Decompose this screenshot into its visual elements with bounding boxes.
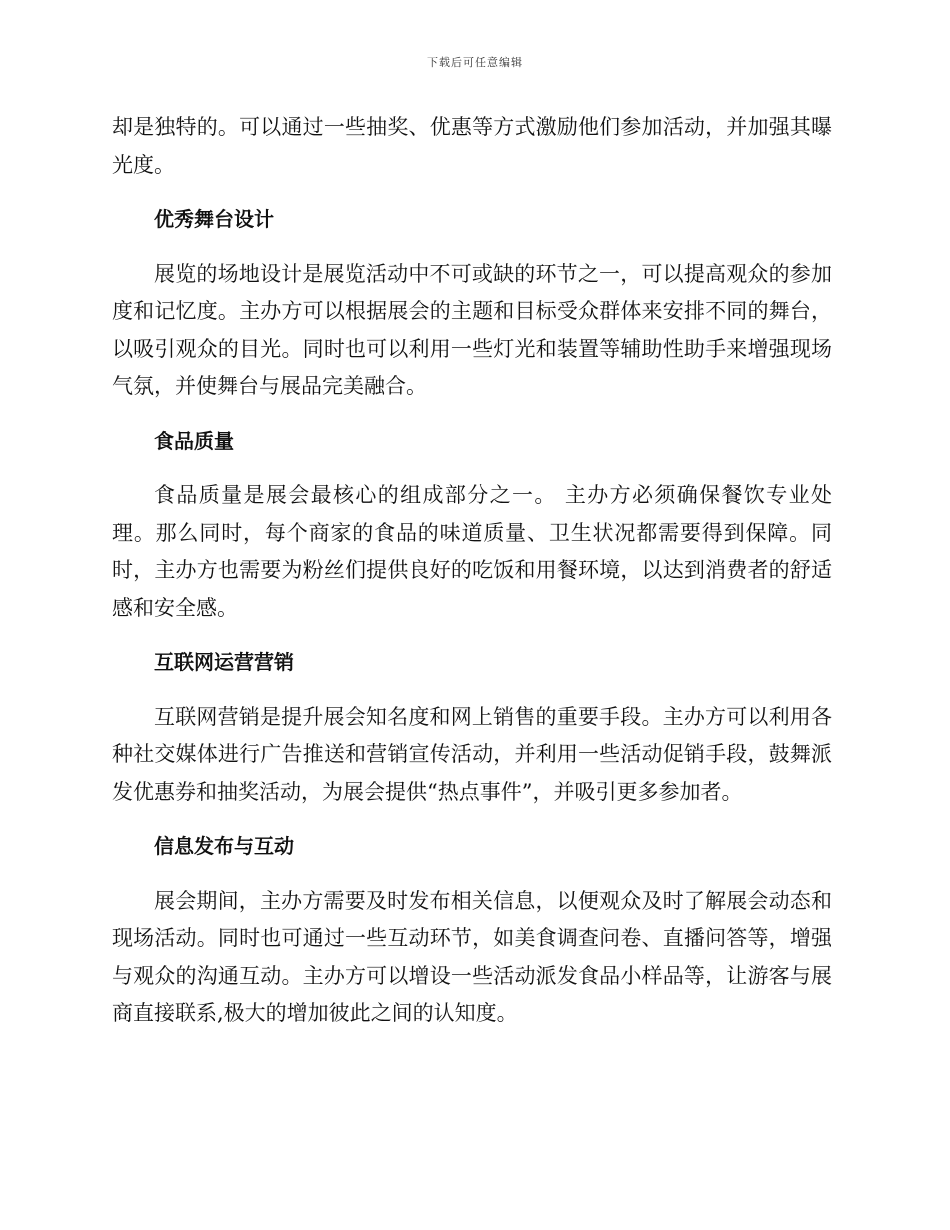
section-heading-info-interaction: 信息发布与互动 — [154, 834, 294, 858]
section-body-info-interaction: 展会期间，主办方需要及时发布相关信息，以便观众及时了解展会动态和现场活动。同时也可通过一些互动环节，如美食调查问卷、直播问答等，增强与观众的沟通互动。主办方可以增设一些活动派发食品小样品等，让游客与展商直接联系,极大的增加彼此之间的认知度。 — [112, 888, 832, 1025]
page-header-note: 下载后可任意编辑 — [427, 56, 523, 69]
section-body-food-quality: 食品质量是展会最核心的组成部分之一。 主办方必须确保餐饮专业处理。那么同时，每个商家的食品的味道质量、卫生状况都需要得到保障。同时，主办方也需要为粉丝们提供良好的吃饭和用餐环境，以达到消费者的舒适感和安全感。 — [112, 483, 832, 620]
document-body — [112, 109, 832, 1033]
section-body-stage-design: 展览的场地设计是展览活动中不可或缺的环节之一，可以提高观众的参加度和记忆度。主办方可以根据展会的主题和目标受众群体来安排不同的舞台，以吸引观众的目光。同时也可以利用一些灯光和装置等辅助性助手来增强现场气氛，并使舞台与展品完美融合。 — [112, 261, 832, 398]
section-body-internet-marketing: 互联网营销是提升展会知名度和网上销售的重要手段。主办方可以利用各种社交媒体进行广告推送和营销宣传活动，并利用一些活动促销手段，鼓舞派发优惠券和抽奖活动，为展会提供“热点事件”，并吸引更多参加者。 — [112, 704, 832, 804]
section-heading-internet-marketing: 互联网运营营销 — [154, 650, 294, 674]
section-heading-food-quality: 食品质量 — [154, 428, 234, 453]
section-heading-stage-design: 优秀舞台设计 — [154, 207, 274, 231]
intro-paragraph: 却是独特的。可以通过一些抽奖、优惠等方式激励他们参加活动，并加强其曝光度。 — [112, 115, 832, 177]
